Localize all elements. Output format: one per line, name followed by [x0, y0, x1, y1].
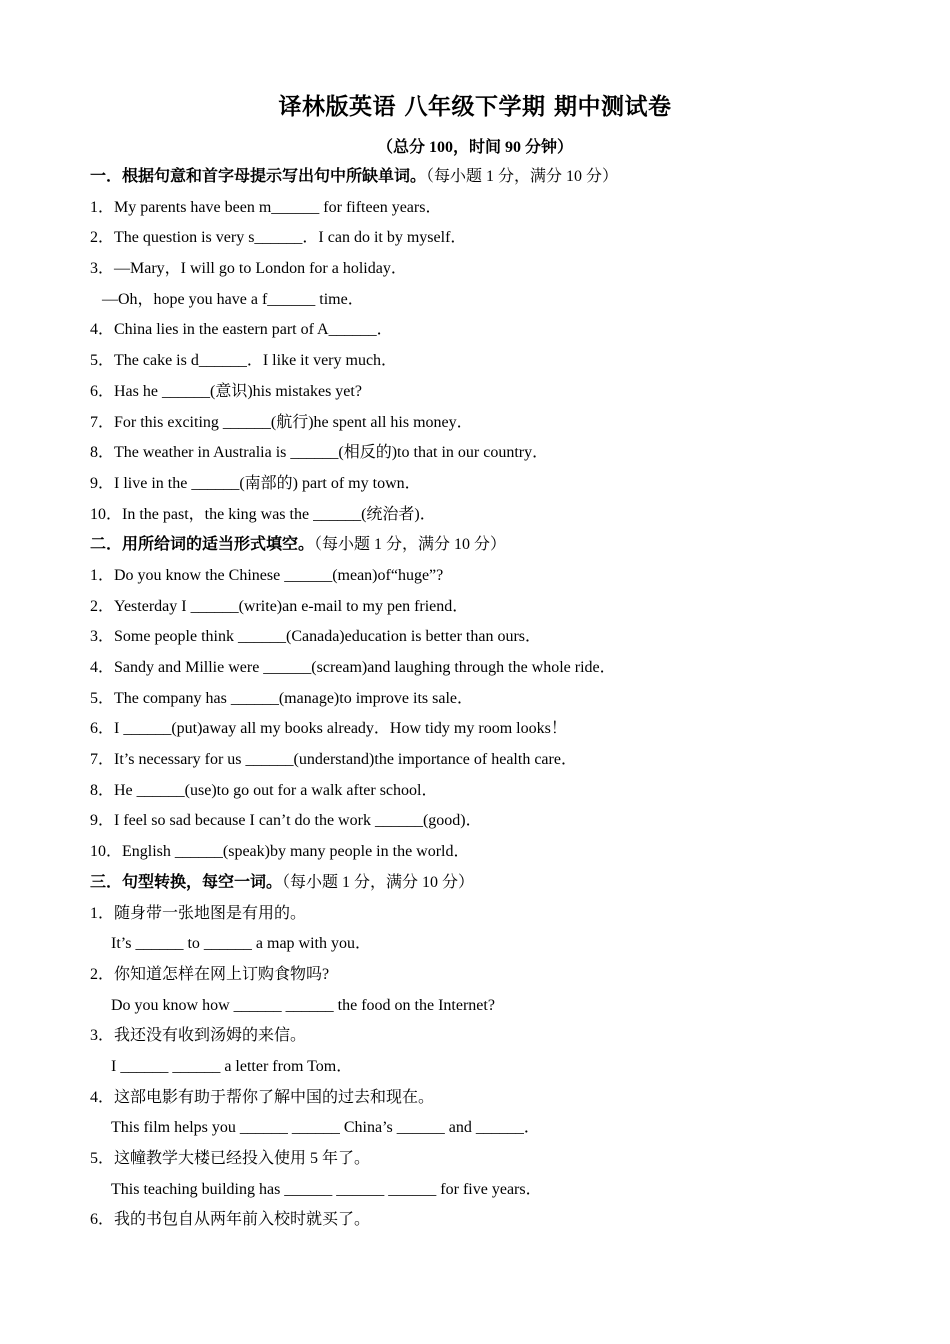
answer-line: I ______ ______ a letter from Tom．	[111, 1057, 353, 1075]
question-line: 3．我还没有收到汤姆的来信。	[90, 1027, 307, 1045]
question-line: 10．In the past，the king was the ______(统治者)．	[90, 505, 436, 523]
section-2-note: （每小题 1 分，满分 10 分）	[314, 536, 507, 554]
question-line: 2．Yesterday I ______(write)an e-mail to my pen friend．	[90, 597, 469, 615]
question-line: 6．I ______(put)away all my books already．How tidy my room looks！	[90, 720, 567, 738]
section-2-title: 二．用所给词的适当形式填空。	[90, 536, 315, 554]
section-1-title: 一．根据句意和首字母提示写出句中所缺单词。	[90, 168, 427, 185]
section-1-note: （每小题 1 分，满分 10 分）	[426, 168, 619, 185]
page-title: 译林版英语 八年级下学期 期中测试卷	[278, 94, 672, 120]
question-line: 10．English ______(speak)by many people in the world．	[90, 843, 470, 861]
question-line: 4．Sandy and Millie were ______(scream)and laughing through the whole ride．	[90, 659, 616, 676]
question-line: 9．I feel so sad because I can’t do the work ______(good)．	[90, 812, 482, 830]
question-line: 8．He ______(use)to go out for a walk after school．	[90, 781, 438, 799]
question-line: 6．我的书包自从两年前入校时就买了。	[90, 1211, 371, 1229]
question-line: 1．My parents have been m______ for fifteen years．	[90, 198, 442, 216]
question-line: 1．随身带一张地图是有用的。	[90, 904, 307, 922]
question-line: 3．—Mary，I will go to London for a holiday．	[90, 260, 407, 278]
question-line: —Oh，hope you have a f______ time．	[102, 290, 364, 308]
question-line: 8．The weather in Australia is ______(相反的)to that in our country．	[90, 444, 549, 462]
question-line: 4．China lies in the eastern part of A______．	[90, 321, 393, 339]
question-line: 5．The cake is d______．I like it very much．	[90, 352, 398, 370]
question-line: 2．你知道怎样在网上订购食物吗?	[90, 965, 330, 983]
exam-body	[90, 162, 890, 1236]
question-line: 5．The company has ______(manage)to improve its sale．	[90, 689, 474, 707]
question-line: 6．Has he ______(意识)his mistakes yet?	[90, 382, 362, 400]
question-line: 9．I live in the ______(南部的) part of my town．	[90, 474, 421, 492]
question-line: 7．It’s necessary for us ______(understand)the importance of health care．	[90, 751, 577, 769]
answer-line: This film helps you ______ ______ China’s ______ and ______．	[111, 1119, 540, 1137]
section-2-heading	[90, 530, 890, 561]
question-line: 5．这幢教学大楼已经投入使用 5 年了。	[90, 1150, 371, 1167]
answer-line: Do you know how ______ ______ the food on the Internet?	[111, 996, 495, 1014]
question-line: 1．Do you know the Chinese ______(mean)of“huge”?	[90, 566, 444, 584]
question-line: 2．The question is very s______．I can do it by myself．	[90, 229, 467, 247]
question-line: 3．Some people think ______(Canada)education is better than ours．	[90, 628, 542, 646]
section-3-note: （每小题 1 分，满分 10 分）	[282, 873, 475, 891]
question-line: 4．这部电影有助于帮你了解中国的过去和现在。	[90, 1088, 435, 1106]
section-3-heading	[90, 868, 890, 899]
answer-line: It’s ______ to ______ a map with you．	[111, 935, 371, 953]
question-line: 7．For this exciting ______(航行)he spent all his money．	[90, 413, 473, 431]
section-1-heading	[90, 162, 890, 193]
page-subtitle: （总分 100，时间 90 分钟）	[376, 139, 573, 156]
answer-line: This teaching building has ______ ______ ______ for five years．	[111, 1180, 542, 1198]
section-3-title: 三．句型转换，每空一词。	[90, 873, 283, 891]
